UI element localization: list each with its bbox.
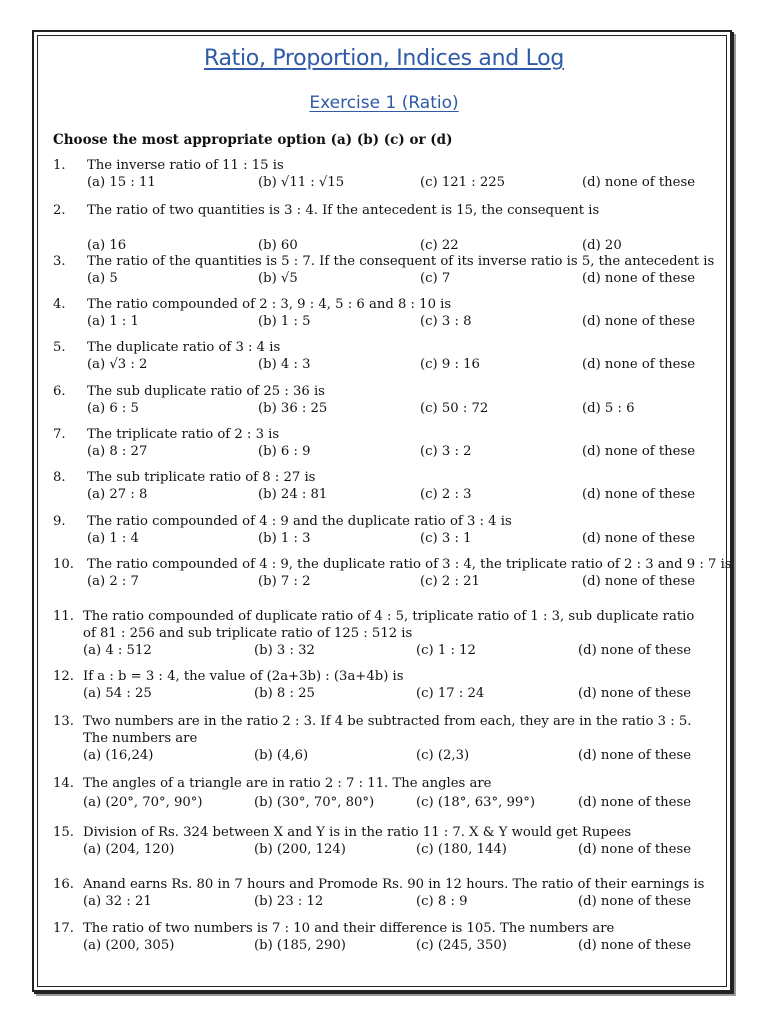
option-b: (b) √5: [258, 271, 298, 286]
answer-options: [83, 642, 733, 660]
answer-options: [83, 937, 733, 955]
option-b: (b) (30°, 70°, 80°): [254, 795, 375, 810]
option-d: (d) none of these: [578, 686, 692, 701]
option-d: (d) 5 : 6: [582, 401, 635, 416]
question-text: The ratio of the quantities is 5 : 7. If the consequent of its inverse ratio is 5, the antecedent is: [87, 254, 715, 269]
option-d: (d) none of these: [582, 531, 696, 546]
option-a: (a) 1 : 1: [87, 314, 139, 329]
question-item: [53, 713, 733, 765]
answer-options: [87, 174, 733, 192]
option-c: (c) 1 : 12: [416, 643, 476, 658]
option-d: (d) none of these: [578, 894, 692, 909]
question-text: The ratio of two numbers is 7 : 10 and their difference is 105. The numbers are: [83, 921, 615, 936]
question-number: 3.: [53, 254, 66, 269]
question-item: [53, 426, 733, 461]
option-a: (a) (20°, 70°, 90°): [83, 795, 203, 810]
option-a: (a) 6 : 5: [87, 401, 139, 416]
option-c: (c) 2 : 3: [420, 487, 472, 502]
option-b: (b) 1 : 3: [258, 531, 311, 546]
answer-options: [83, 893, 733, 911]
question-text: of 81 : 256 and sub triplicate ratio of 125 : 512 is: [83, 626, 413, 641]
question-number: 14.: [53, 776, 74, 791]
question-number: 12.: [53, 669, 74, 684]
option-b: (b) 3 : 32: [254, 643, 315, 658]
option-c: (c) 3 : 2: [420, 444, 472, 459]
option-d: (d) none of these: [578, 643, 692, 658]
question-text: The sub triplicate ratio of 8 : 27 is: [87, 470, 316, 485]
option-d: (d) 20: [582, 238, 622, 253]
option-b: (b) 60: [258, 238, 298, 253]
option-c: (c) 8 : 9: [416, 894, 468, 909]
option-a: (a) 27 : 8: [87, 487, 148, 502]
question-item: [53, 775, 733, 812]
option-c: (c) 17 : 24: [416, 686, 485, 701]
option-d: (d) none of these: [582, 574, 696, 589]
question-item: [53, 383, 733, 418]
option-d: (d) none of these: [582, 271, 696, 286]
option-b: (b) (185, 290): [254, 938, 346, 953]
option-d: (d) none of these: [582, 487, 696, 502]
question-number: 7.: [53, 427, 66, 442]
question-text: The ratio compounded of 4 : 9, the duplicate ratio of 3 : 4, the triplicate ratio of 2 : 3 and 9 : 7 is: [87, 557, 732, 572]
question-item: [53, 824, 733, 859]
option-b: (b) 6 : 9: [258, 444, 311, 459]
option-c: (c) 2 : 21: [420, 574, 480, 589]
question-text: The duplicate ratio of 3 : 4 is: [87, 340, 281, 355]
option-c: (c) 3 : 1: [420, 531, 472, 546]
option-a: (a) 32 : 21: [83, 894, 152, 909]
option-c: (c) 50 : 72: [420, 401, 489, 416]
option-d: (d) none of these: [582, 444, 696, 459]
option-a: (a) 5: [87, 271, 118, 286]
question-text: If a : b = 3 : 4, the value of (2a+3b) : (3a+4b) is: [83, 669, 404, 684]
option-a: (a) 54 : 25: [83, 686, 152, 701]
answer-options: [87, 573, 733, 591]
option-c: (c) 9 : 16: [420, 357, 480, 372]
option-b: (b) 7 : 2: [258, 574, 311, 589]
option-c: (c) (18°, 63°, 99°): [416, 795, 536, 810]
question-text: The ratio of two quantities is 3 : 4. If the antecedent is 15, the consequent is: [87, 203, 600, 218]
option-a: (a) (16,24): [83, 748, 154, 763]
question-item: [53, 513, 733, 548]
question-text: The inverse ratio of 11 : 15 is: [87, 158, 284, 173]
question-number: 4.: [53, 297, 66, 312]
option-b: (b) (200, 124): [254, 842, 346, 857]
instruction-text: Choose the most appropriate option (a) (b) (c) or (d): [53, 132, 453, 148]
option-d: (d) none of these: [582, 314, 696, 329]
question-item: [53, 157, 733, 192]
question-number: 11.: [53, 609, 74, 624]
option-d: (d) none of these: [578, 842, 692, 857]
answer-options: [83, 685, 733, 703]
option-b: (b) 4 : 3: [258, 357, 311, 372]
exercise-heading: Exercise 1 (Ratio): [309, 93, 459, 113]
option-b: (b) √11 : √15: [258, 175, 345, 190]
question-item: [53, 876, 733, 911]
option-d: (d) none of these: [578, 795, 692, 810]
question-item: [53, 339, 733, 374]
option-a: (a) 16: [87, 238, 127, 253]
question-text: The ratio compounded of 4 : 9 and the duplicate ratio of 3 : 4 is: [87, 514, 512, 529]
question-item: [53, 920, 733, 955]
option-b: (b) 24 : 81: [258, 487, 328, 502]
option-b: (b) 23 : 12: [254, 894, 324, 909]
option-a: (a) 1 : 4: [87, 531, 139, 546]
question-text: Division of Rs. 324 between X and Y is in the ratio 11 : 7. X & Y would get Rupees: [83, 825, 632, 840]
question-item: [53, 469, 733, 504]
option-a: (a) (204, 120): [83, 842, 175, 857]
option-d: (d) none of these: [582, 357, 696, 372]
question-text: The angles of a triangle are in ratio 2 : 7 : 11. The angles are: [83, 776, 492, 791]
option-a: (a) 4 : 512: [83, 643, 152, 658]
option-c: (c) (245, 350): [416, 938, 507, 953]
question-item: [53, 253, 733, 288]
question-number: 8.: [53, 470, 66, 485]
answer-options: [87, 443, 733, 461]
option-c: (c) 3 : 8: [420, 314, 472, 329]
option-d: (d) none of these: [582, 175, 696, 190]
question-text: The ratio compounded of 2 : 3, 9 : 4, 5 : 6 and 8 : 10 is: [87, 297, 452, 312]
question-item: [53, 608, 733, 660]
question-text: The ratio compounded of duplicate ratio of 4 : 5, triplicate ratio of 1 : 3, sub duplicate ratio: [83, 609, 695, 624]
option-c: (c) 121 : 225: [420, 175, 506, 190]
option-a: (a) √3 : 2: [87, 357, 148, 372]
answer-options: [87, 486, 733, 504]
question-number: 6.: [53, 384, 66, 399]
question-number: 2.: [53, 203, 66, 218]
option-a: (a) (200, 305): [83, 938, 175, 953]
question-number: 15.: [53, 825, 74, 840]
question-text: The sub duplicate ratio of 25 : 36 is: [87, 384, 325, 399]
answer-options: [83, 841, 733, 859]
page-title: Ratio, Proportion, Indices and Log: [203, 46, 565, 71]
question-text: Anand earns Rs. 80 in 7 hours and Promode Rs. 90 in 12 hours. The ratio of their earnings is: [83, 877, 705, 892]
option-d: (d) none of these: [578, 748, 692, 763]
answer-options: [83, 794, 733, 812]
answer-options: [87, 530, 733, 548]
question-text: The triplicate ratio of 2 : 3 is: [87, 427, 280, 442]
question-text: Two numbers are in the ratio 2 : 3. If 4 be subtracted from each, they are in the ratio 3 : 5.: [83, 714, 692, 729]
question-item: [53, 202, 733, 255]
answer-options: [87, 313, 733, 331]
question-item: [53, 296, 733, 331]
option-b: (b) 8 : 25: [254, 686, 315, 701]
option-a: (a) 8 : 27: [87, 444, 148, 459]
question-number: 9.: [53, 514, 66, 529]
question-number: 5.: [53, 340, 66, 355]
question-text: The numbers are: [83, 731, 198, 746]
question-number: 1.: [53, 158, 66, 173]
option-d: (d) none of these: [578, 938, 692, 953]
answer-options: [87, 270, 733, 288]
question-number: 13.: [53, 714, 74, 729]
option-b: (b) 36 : 25: [258, 401, 328, 416]
option-b: (b) 1 : 5: [258, 314, 311, 329]
question-number: 10.: [53, 557, 74, 572]
answer-options: [87, 400, 733, 418]
option-b: (b) (4,6): [254, 748, 309, 763]
question-number: 16.: [53, 877, 74, 892]
option-c: (c) 22: [420, 238, 459, 253]
answer-options: [83, 747, 733, 765]
option-c: (c) (2,3): [416, 748, 470, 763]
option-c: (c) (180, 144): [416, 842, 507, 857]
option-c: (c) 7: [420, 271, 451, 286]
question-item: [53, 556, 733, 591]
answer-options: [87, 356, 733, 374]
option-a: (a) 15 : 11: [87, 175, 156, 190]
option-a: (a) 2 : 7: [87, 574, 139, 589]
question-number: 17.: [53, 921, 74, 936]
question-item: [53, 668, 733, 703]
